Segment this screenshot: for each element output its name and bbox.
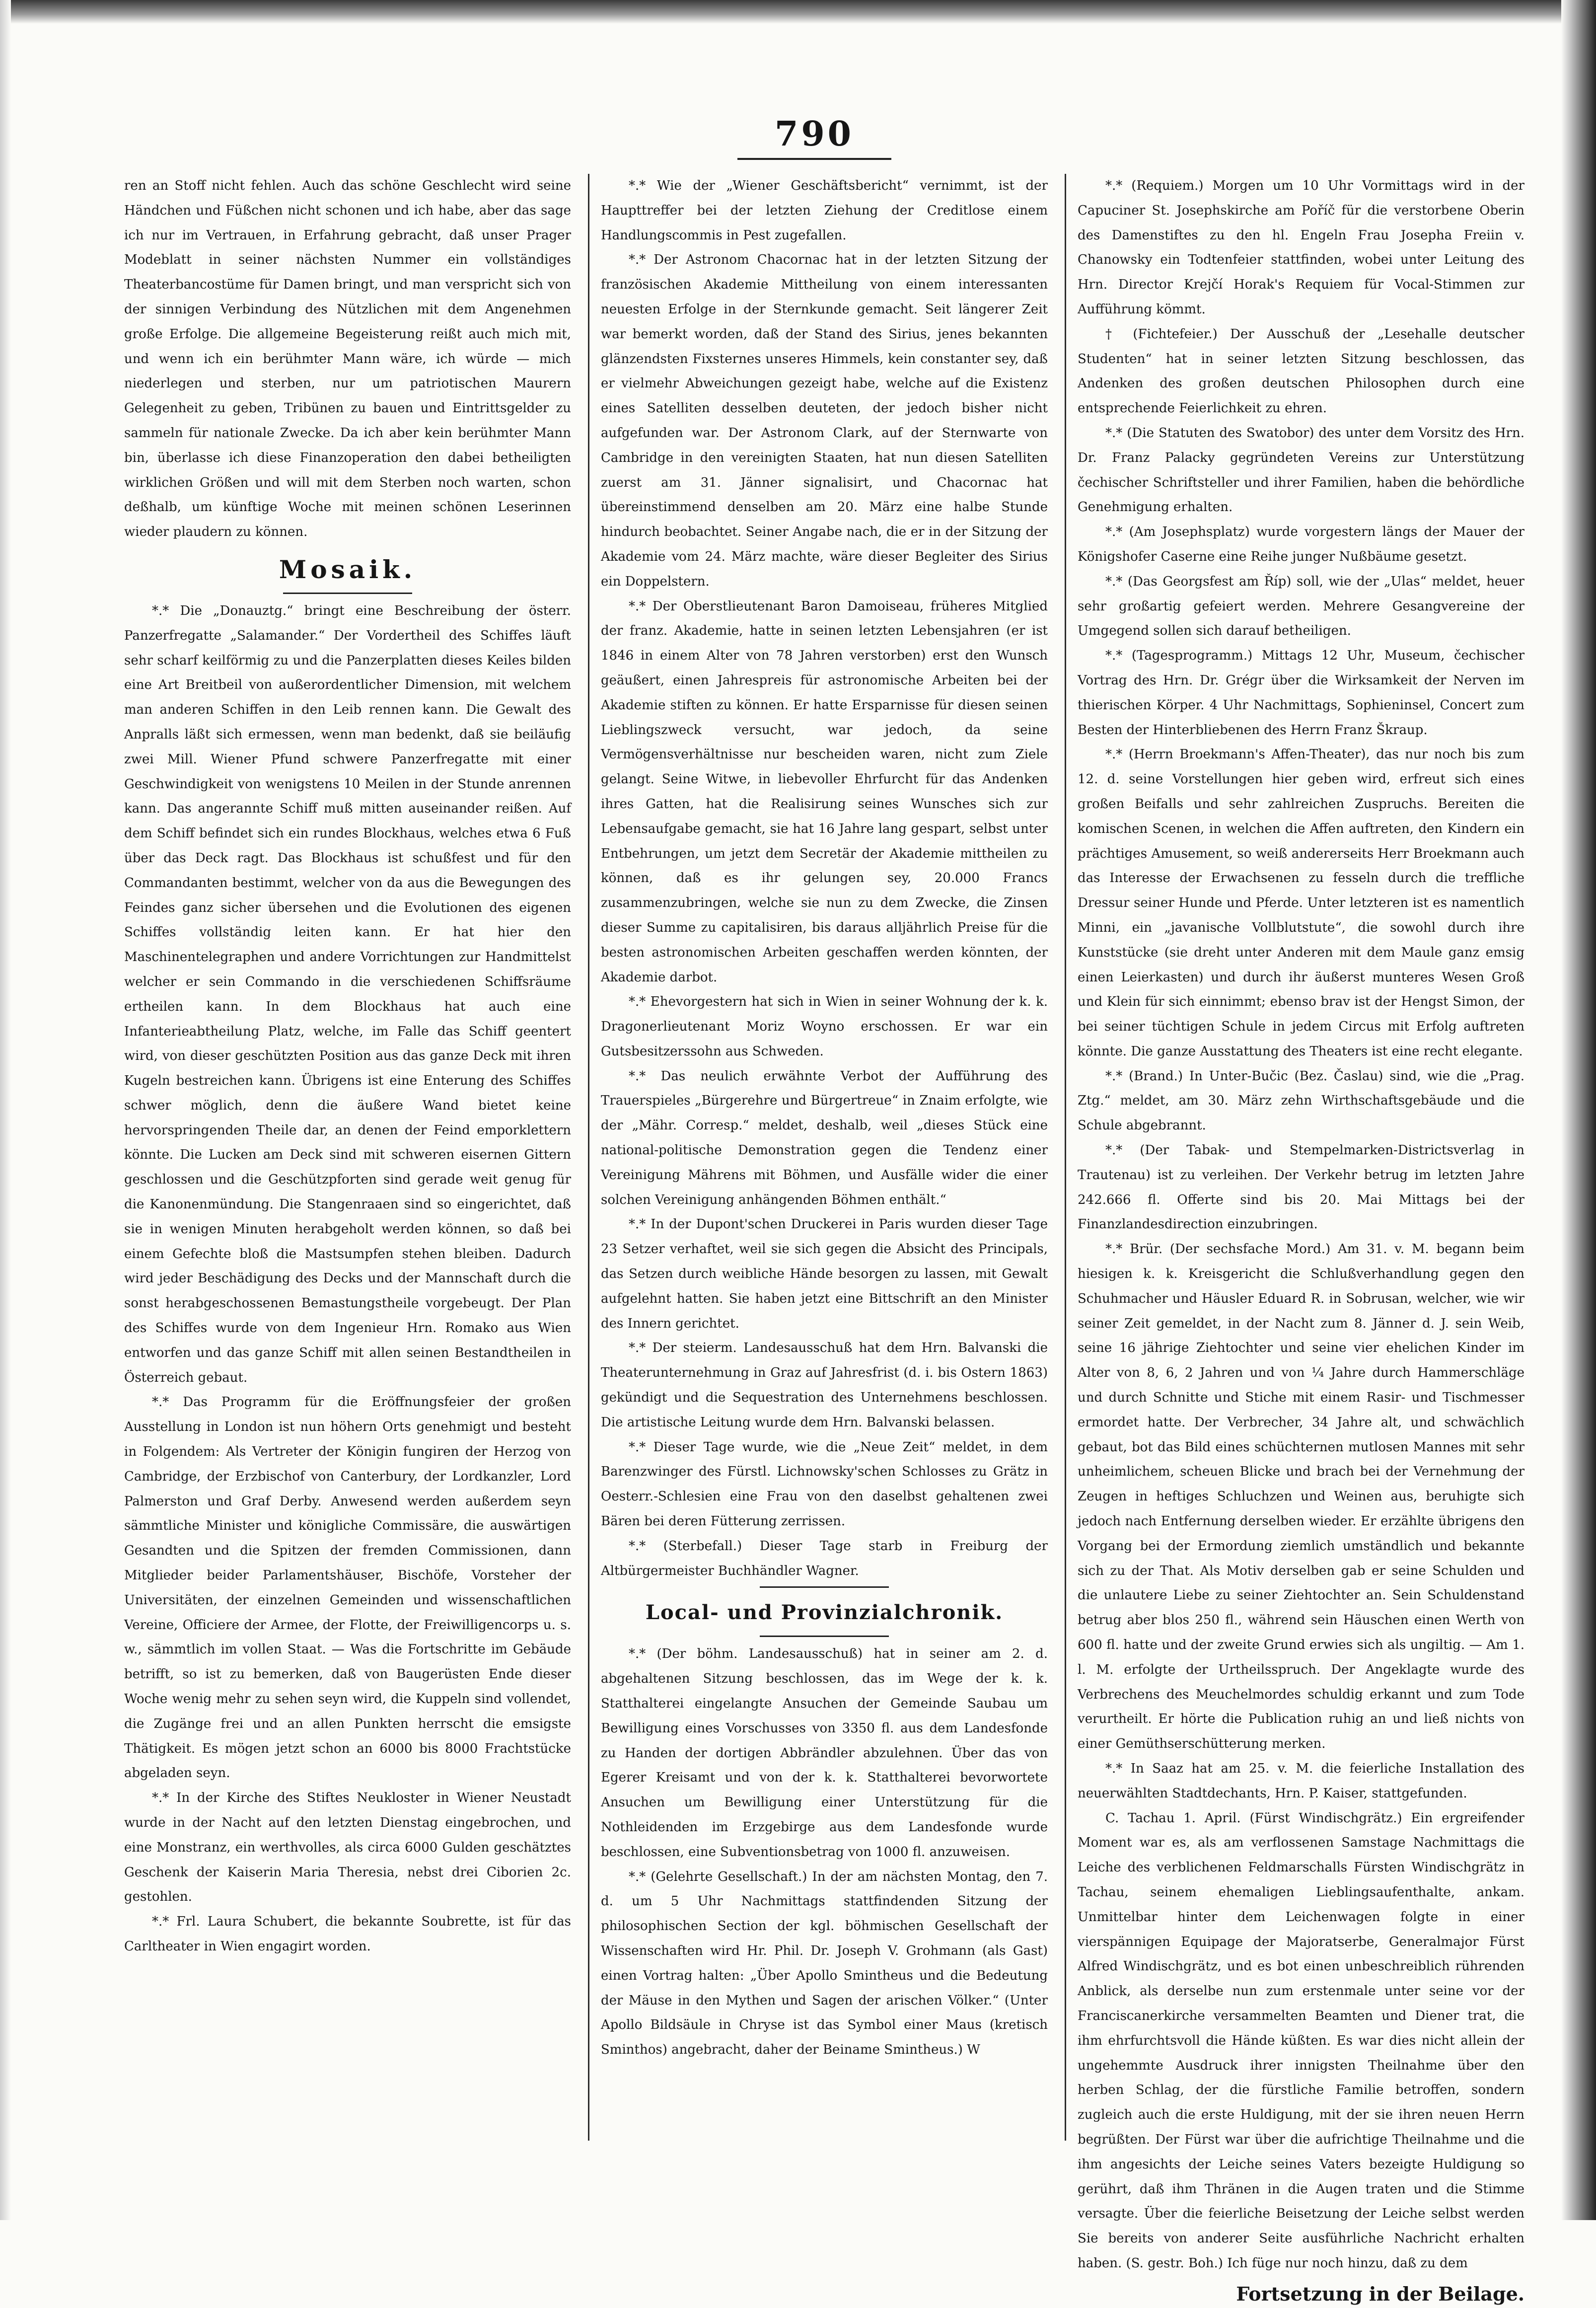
page-number-rule [737, 158, 891, 160]
column-divider [1065, 174, 1066, 2141]
continuation-note: Fortsetzung in der Beilage. [1236, 2282, 1524, 2305]
left-column [124, 174, 571, 2151]
article-paragraph: *.* (Der böhm. Landesausschuß) hat in seiner am 2. d. abgehaltenen Sitzung beschlossen, das im Wege der k. k. Statthalterei eingelangte Ansuchen der Gemeinde Saubau um Bewilligung eines Vorschusses von 3350 fl. aus dem Landesfonde zu Handen der dortigen Abbrändler abzulehnen. Über das von Egerer Kreisamt und von der k. k. Statthalterei bevorwortete Ansuchen um Bewilligung einer Unterstützung für die Nothleidenden im Erzgebirge aus dem Landesfonde wurde beschlossen, eine Subventionsbetrag von 1000 fl. anzuweisen. [601, 1646, 1048, 1860]
scan-edge-left [0, 0, 11, 2220]
article-paragraph: *.* (Herrn Broekmann's Affen-Theater), das nur noch bis zum 12. d. seine Vorstellungen hier geben wird, erfreut sich eines großen Beifalls und sehr zahlreichen Zuspruchs. Bereiten die komischen Scenen, in welchen die Affen auftreten, den Kindern ein prächtiges Amusement, so weiß andererseits Herr Broekmann auch das Interesse der Erwachsenen zu fesseln durch die treffliche Dressur seiner Hunde und Pferde. Unter letzteren ist es namentlich Minni, ein „javanische Vollblutstute“, die sowohl durch ihre Kunststücke (sie dreht unter Anderen mit dem Maule ganz emsig einen Leierkasten) und durch ihr äußerst munteres Wesen Groß und Klein für sich einnimmt; ebenso brav ist der Hengst Simon, der bei seiner tüchtigen Schule in jedem Circus mit Erfolg auftreten könnte. Die ganze Ausstattung des Theaters ist eine recht elegante. [1078, 747, 1524, 1059]
section-title-mosaik: Mosaik. [279, 554, 417, 584]
article-paragraph: *.* (Requiem.) Morgen um 10 Uhr Vormittags wird in der Capuciner St. Josephskirche am Poříč für die verstorbene Oberin des Damenstiftes zu den hl. Engeln Frau Josepha Freiin v. Chanowsky ein Todtenfeier stattfinden, wobei unter Leitung des Hrn. Director Krejčí Horak's Requiem für Vocal-Stimmen zur Aufführung kömmt. [1078, 178, 1524, 317]
article-paragraph: *.* Der steierm. Landesausschuß hat dem Hrn. Balvanski die Theaterunternehmung in Graz auf Jahresfrist (d. i. bis Ostern 1863) gekündigt und die Sequestration des Unternehmens beschlossen. Die artistische Leitung wurde dem Hrn. Balvanski belassen. [601, 1340, 1048, 1430]
article-paragraph: *.* Der Astronom Chacornac hat in der letzten Sitzung der französischen Akademie Mittheilung von einem interessanten neuesten Erfolge in der Sternkunde gemacht. Seit längerer Zeit war bemerkt worden, daß der Stand des Sirius, jenes bekannten glänzendsten Fixsternes unseres Himmels, kein constanter sey, daß er vielmehr Abweichungen gezeigt habe, welche auf die Existenz eines Satelliten desselben deuteten, der jedoch bisher nicht aufgefunden war. Der Astronom Clark, auf der Sternwarte von Cambridge in den vereinigten Staaten, hat nun diesen Satelliten zuerst am 31. Jänner signalisirt, und Chacornac hat übereinstimmend denselben am 20. März eine halbe Stunde hindurch beobachtet. Seiner Angabe nach, die er in der Sitzung der Akademie vom 24. März machte, wäre dieser Begleiter des Sirius ein Doppelstern. [601, 252, 1048, 589]
section-title-local-chronicle: Local- und Provinzialchronik. [645, 1601, 1004, 1625]
article-paragraph: *.* Die „Donauztg.“ bringt eine Beschreibung der österr. Panzerfregatte „Salamander.“ Der Vordertheil des Schiffes läuft sehr scharf keilförmig zu und die Panzerplatten dieses Keiles bilden eine Art Breitbeil von außerordentlicher Dimension, mit welchem man anderen Schiffen in den Leib rennen kann. Die Gewalt des Anpralls läßt sich ermessen, wenn man bedenkt, daß sie beiläufig zwei Mill. Wiener Pfund schwere Panzerfregatte mit einer Geschwindigkeit von wenigstens 10 Meilen in der Stunde anrennen kann. Das angerannte Schiff muß mitten auseinander reißen. Auf dem Schiff befindet sich ein rundes Blockhaus, welches etwa 6 Fuß über das Deck ragt. Das Blockhaus ist schußfest und für den Commandanten bestimmt, welcher von da aus die Bewegungen des Feindes ganz sicher übersehen und die Evolutionen des eigenen Schiffes vollständig leiten kann. Er hat hier den Maschinentelegraphen und andere Vorrichtungen zur Handmittelst welcher er sein Commando in die verschiedenen Schiffsräume ertheilen kann. In dem Blockhaus hat auch eine Infanterieabtheilung Platz, welche, im Falle das Schiff geentert wird, von dieser geschützten Position aus das ganze Deck mit ihren Kugeln bestreichen kann. Übrigens ist eine Enterung des Schiffes schwer möglich, denn die äußere Wand bietet keine hervorspringenden Theile dar, an denen der Feind emporklettern könnte. Die Lucken am Deck sind mit schweren eisernen Gittern geschlossen und die Geschützpforten sind gerade weit genug für die Kanonenmündung. Die Stangenraaen sind so eingerichtet, daß sie in wenigen Minuten herabgeholt werden können, so daß bei einem Gefechte bloß die Mastsumpfen stehen bleiben. Dadurch wird jeder Beschädigung des Decks und der Mannschaft durch die sonst herabgeschossenen Bemastungstheile vorgebeugt. Der Plan des Schiffes wurde von dem Ingenieur Hrn. Romako aus Wien entworfen und das ganze Schiff mit allen seinen Bestandtheilen in Österreich gebaut. [124, 603, 571, 1385]
section-title-rule [760, 1636, 889, 1637]
article-paragraph: *.* (Am Josephsplatz) wurde vorgestern längs der Mauer der Königshofer Caserne eine Reihe junger Nußbäume gesetzt. [1078, 524, 1524, 564]
article-paragraph: *.* In der Kirche des Stiftes Neukloster in Wiener Neustadt wurde in der Nacht auf den letzten Dienstag eingebrochen, und eine Monstranz, ein werthvolles, als circa 6000 Gulden geschätztes Geschenk der Kaiserin Maria Theresia, nebst drei Ciborien 2c. gestohlen. [124, 1790, 571, 1905]
column-divider [588, 174, 589, 2141]
article-paragraph: *.* (Der Tabak- und Stempelmarken-Districtsverlag in Trautenau) ist zu verleihen. Der Verkehr betrug im letzten Jahre 242.666 fl. Offerte sind bis 20. Mai Mittags bei der Finanzlandesdirection einzubringen. [1078, 1143, 1524, 1232]
article-paragraph: *.* In der Dupont'schen Druckerei in Paris wurden dieser Tage 23 Setzer verhaftet, weil sie sich gegen die Absicht des Principals, das Setzen durch weibliche Hände besorgen zu lassen, mit Gewalt aufgelehnt hatten. Sie haben jetzt eine Bittschrift an den Minister des Innern gerichtet. [601, 1217, 1048, 1331]
section-title-rule [283, 593, 412, 594]
scan-edge-top [0, 0, 1596, 24]
page-number: 790 [775, 114, 854, 154]
article-paragraph: *.* (Sterbefall.) Dieser Tage starb in Freiburg der Altbürgermeister Buchhändler Wagner. [601, 1538, 1048, 1578]
article-paragraph: *.* Wie der „Wiener Geschäftsbericht“ vernimmt, ist der Haupttreffer bei der letzten Ziehung der Creditlose einem Handlungscommis in Pest zugefallen. [601, 178, 1048, 243]
middle-column [601, 174, 1048, 2151]
article-paragraph: C. Tachau 1. April. (Fürst Windischgrätz.) Ein ergreifender Moment war es, als am verflossenen Samstage Nachmittags die Leiche des verblichenen Feldmarschalls Fürsten Windischgrätz in Tachau, seinem ehemaligen Lieblingsaufenthalte, ankam. Unmittelbar hinter dem Leichenwagen folgte in einer vierspännigen Equipage der Majoratserbe, Generalmajor Fürst Alfred Windischgrätz, und es bot einen unbeschreiblich rührenden Anblick, als derselbe nun zum erstenmale unter seine vor der Franciscanerkirche versammelten Beamten und Diener trat, die ihm ehrfurchtsvoll die Hände küßten. Es war dies nicht allein der ungehemmte Ausdruck ihrer innigsten Theilnahme über den herben Schlag, der die fürstliche Familie betroffen, sondern zugleich auch die erste Huldigung, mit der sie ihren neuen Herrn begrüßten. Der Fürst war über die aufrichtige Theilnahme und die ihm angesichts der Leiche seines Vaters bezeigte Huldigung so gerührt, daß ihm Thränen in die Augen traten und die Stimme versagte. Über die feierliche Beisetzung der Leiche selbst werden Sie bereits von anderer Seite ausführliche Nachricht erhalten haben. (S. gestr. Boh.) Ich füge nur noch hinzu, daß zu dem [1078, 1810, 1524, 2271]
article-paragraph: *.* (Die Statuten des Swatobor) des unter dem Vorsitz des Hrn. Dr. Franz Palacky gegründeten Vereins zur Unterstützung čechischer Schriftsteller und ihrer Familien, haben die behördliche Genehmigung erhalten. [1078, 425, 1524, 515]
article-paragraph: *.* Frl. Laura Schubert, die bekannte Soubrette, ist für das Carltheater in Wien engagirt worden. [124, 1914, 571, 1954]
scan-edge-right [1561, 0, 1596, 2220]
article-paragraph: ren an Stoff nicht fehlen. Auch das schöne Geschlecht wird seine Händchen und Füßchen nicht schonen und ich habe, aber das sage ich nur im Vertrauen, in Erfahrung gebracht, daß unser Prager Modeblatt in seiner nächsten Nummer ein vollständiges Theaterbancostüme für Damen bringt, und man verspricht sich von der sinnigen Verbindung des Nützlichen mit dem Angenehmen große Erfolge. Die allgemeine Begeisterung reißt auch mich mit, und wenn ich ein berühmter Mann wäre, ich würde — mich niederlegen und sterben, nur um patriotischen Maurern Gelegenheit zu geben, Tribünen zu bauen und Eintrittsgelder zu sammeln für nationale Zwecke. Da ich aber kein berühmter Mann bin, überlasse ich diese Finanzoperation den dabei betheiligten wirklichen Größen und will mit dem Sterben noch warten, schon deßhalb, um künftige Woche mit meinen schönen Leserinnen wieder plaudern zu können. [124, 178, 571, 540]
article-paragraph: *.* (Brand.) In Unter-Bučic (Bez. Časlau) sind, wie die „Prag. Ztg.“ meldet, am 30. März zehn Wirthschaftsgebäude und die Schule abgebrannt. [1078, 1068, 1524, 1133]
section-title-rule [760, 1586, 889, 1588]
article-paragraph: *.* (Das Georgsfest am Říp) soll, wie der „Ulas“ meldet, heuer sehr großartig gefeiert werden. Mehrere Gesangvereine der Umgegend sollen sich darauf betheiligen. [1078, 574, 1524, 639]
article-paragraph: *.* Das Programm für die Eröffnungsfeier der großen Ausstellung in London ist nun höhern Orts genehmigt und besteht in Folgendem: Als Vertreter der Königin fungiren der Herzog von Cambridge, der Erzbischof von Canterbury, der Lordkanzler, Lord Palmerston und Graf Derby. Anwesend werden außerdem seyn sämmtliche Minister und königliche Commissäre, die auswärtigen Gesandten und die Spitzen der fremden Commissionen, dann Mitglieder beider Parlamentshäuser, Bischöfe, Vorsteher der Universitäten, der einzelnen Gemeinden und wissenschaftlichen Vereine, Officiere der Armee, der Flotte, der Freiwilligencorps u. s. w., sämmtlich im vollen Staat. — Was die Fortschritte im Gebäude betrifft, so ist zu bemerken, daß von Baugerüsten Ende dieser Woche wenig mehr zu sehen seyn wird, die Kuppeln sind vollendet, die Zugänge frei und an allen Punkten herrscht die emsigste Thätigkeit. Es mögen jetzt schon an 6000 bis 8000 Frachtstücke abgeladen seyn. [124, 1395, 571, 1781]
article-paragraph: *.* Brür. (Der sechsfache Mord.) Am 31. v. M. begann beim hiesigen k. k. Kreisgericht die Schlußverhandlung gegen den Schuhmacher und Häusler Eduard R. in Sobrusan, welcher, wie wir seiner Zeit gemeldet, in der Nacht zum 8. Jänner d. J. sein Weib, seine 16 jährige Ziehtochter und seine vier ehelichen Kinder im Alter von 8, 6, 2 Jahren und von ¼ Jahre durch Hammerschläge und durch Schnitte und Stiche mit einem Rasir- und Tischmesser ermordet hatte. Der Verbrecher, 34 Jahre alt, und schwächlich gebaut, bot das Bild eines schüchternen mutlosen Mannes mit sehr unheimlichem, scheuen Blicke und brach bei der Vernehmung der Zeugen in heftiges Schluchzen und Weinen aus, beruhigte sich jedoch nach Entfernung derselben wieder. Er erzählte übrigens den Vorgang bei der Ermordung ziemlich umständlich und bekannte sich zu der That. Als Motiv derselben gab er seine Schulden und die unlautere Liebe zu seiner Ziehtochter an. Sein Schuldenstand betrug aber blos 250 fl., während sein Häuschen einen Werth von 600 fl. hatte und der zweite Grund erwies sich als ungiltig. — Am 1. l. M. erfolgte der Urtheilsspruch. Der Angeklagte wurde des Verbrechens des Meuchelmordes schuldig erkannt und zum Tode verurtheilt. Er hörte die Publication ruhig an und ließ nichts von einer Gemüthserschütterung merken. [1078, 1242, 1524, 1752]
article-paragraph: † (Fichtefeier.) Der Ausschuß der „Lesehalle deutscher Studenten“ hat in seiner letzten Sitzung beschlossen, das Andenken des großen deutschen Philosophen durch eine entsprechende Feierlichkeit zu ehren. [1078, 326, 1524, 416]
right-column [1078, 174, 1524, 2305]
article-paragraph: *.* Das neulich erwähnte Verbot der Aufführung des Trauerspieles „Bürgerehre und Bürgertreue“ in Znaim erfolgte, wie der „Mähr. Corresp.“ meldet, deshalb, weil „dieses Stück eine national-politische Demonstration gegen die Tendenz einer Vereinigung Mährens mit Böhmen, und Ausfälle wider die einer solchen Vereinigung anhängenden Böhmen enthält.“ [601, 1068, 1048, 1207]
article-paragraph: *.* Ehevorgestern hat sich in Wien in seiner Wohnung der k. k. Dragonerlieutenant Moriz Woyno erschossen. Er war ein Gutsbesitzerssohn aus Schweden. [601, 994, 1048, 1059]
article-paragraph: *.* (Gelehrte Gesellschaft.) In der am nächsten Montag, den 7. d. um 5 Uhr Nachmittags stattfindenden Sitzung der philosophischen Section der kgl. böhmischen Gesellschaft der Wissenschaften wird Hr. Phil. Dr. Joseph V. Grohmann (als Gast) einen Vortrag halten: „Über Apollo Smintheus und die Bedeutung der Mäuse in den Mythen und Sagen der arischen Völker.“ (Unter Apollo Bildsäule in Chryse ist das Symbol einer Maus (kretisch Sminthos) angebracht, daher der Beiname Smintheus.) W [601, 1869, 1048, 2058]
article-paragraph: *.* Dieser Tage wurde, wie die „Neue Zeit“ meldet, in dem Barenzwinger des Fürstl. Lichnowsky'schen Schlosses zu Grätz in Oesterr.-Schlesien eine Frau von den daselbst gehaltenen zwei Bären bei deren Fütterung zerrissen. [601, 1439, 1048, 1529]
article-paragraph: *.* Der Oberstlieutenant Baron Damoiseau, früheres Mitglied der franz. Akademie, hatte in seinen letzten Lebensjahren (er ist 1846 in einem Alter von 78 Jahren verstorben) erst den Wunsch geäußert, einen Jahrespreis für astronomische Arbeiten bei der Akademie stiften zu können. Er hatte Ersparnisse für diesen seinen Lieblingszweck versucht, war jedoch, da seine Vermögensverhältnisse nur bescheiden waren, nicht zum Ziele gelangt. Seine Witwe, in liebevoller Ehrfurcht für das Andenken ihres Gatten, hat die Realisirung seines Wunsches sich zur Lebensaufgabe gemacht, sie hat 16 Jahre lang gespart, selbst unter Entbehrungen, um jetzt dem Secretär der Akademie mittheilen zu können, daß es ihr gelungen sey, 20.000 Francs zusammenzubringen, welche sie nun zu dem Zwecke, die Zinsen dieser Summe zu capitalisiren, bis daraus alljährlich Preise für die besten astronomischen Arbeiten geschaffen werden könnten, der Akademie darbot. [601, 598, 1048, 985]
article-paragraph: *.* In Saaz hat am 25. v. M. die feierliche Installation des neuerwählten Stadtdechants, Hrn. P. Kaiser, stattgefunden. [1078, 1761, 1524, 1801]
article-paragraph: *.* (Tagesprogramm.) Mittags 12 Uhr, Museum, čechischer Vortrag des Hrn. Dr. Grégr über die Wirksamkeit der Nerven im thierischen Körper. 4 Uhr Nachmittags, Sophieninsel, Concert zum Besten der Hinterbliebenen des Herrn Franz Škraup. [1078, 648, 1524, 738]
